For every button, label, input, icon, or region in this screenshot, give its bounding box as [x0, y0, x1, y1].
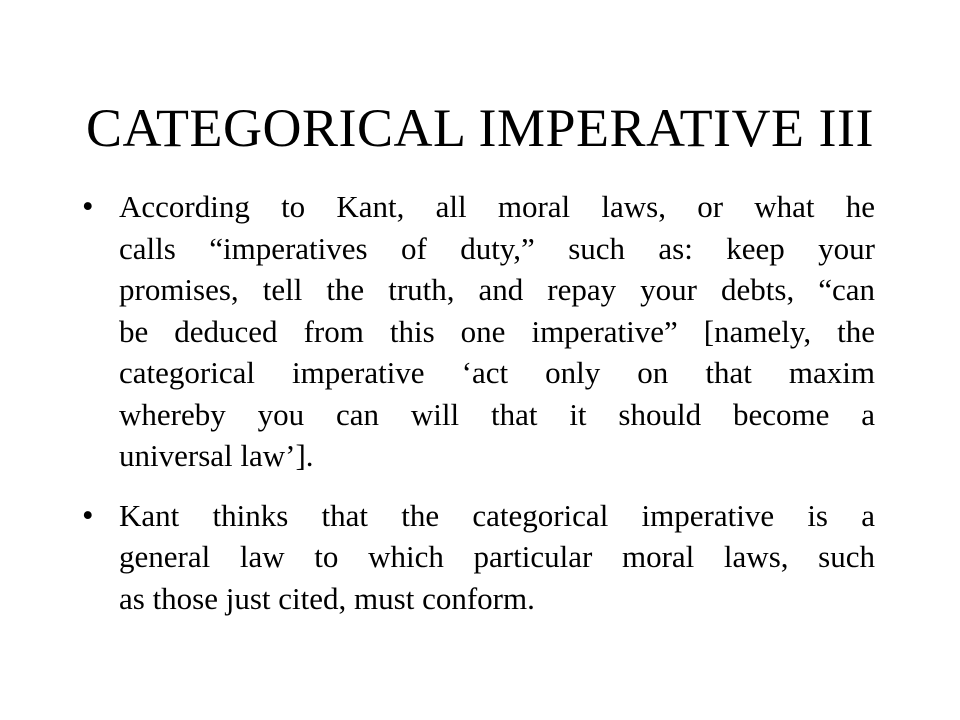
bullet-text-line: universal law’]. [119, 438, 314, 473]
bullet-text-line: general law to which particular moral laws, such [119, 539, 875, 574]
bullet-icon: • [82, 189, 94, 225]
bullet-text-line: be deduced from this one imperative” [namely, the [119, 313, 875, 349]
bullet-text-line: categorical imperative ‘act only on that maxim [119, 355, 875, 390]
bullet-text-line: According to Kant, all moral laws, or what he [119, 189, 875, 224]
bullet-list [82, 186, 902, 637]
bullet-text-line: promises, tell the truth, and repay your debts, “can [119, 272, 875, 307]
bullet-icon: • [82, 497, 94, 534]
bullet-text-line: whereby you can will that it should become a [119, 396, 875, 432]
slide-title: CATEGORICAL IMPERATIVE III [86, 98, 874, 158]
bullet-text-line: as those just cited, must conform. [119, 580, 535, 616]
bullet-item [82, 186, 902, 477]
bullet-text-line: Kant thinks that the categorical imperative is a [119, 497, 875, 533]
bullet-item [82, 495, 902, 620]
bullet-text-line: calls “imperatives of duty,” such as: keep your [119, 230, 875, 266]
